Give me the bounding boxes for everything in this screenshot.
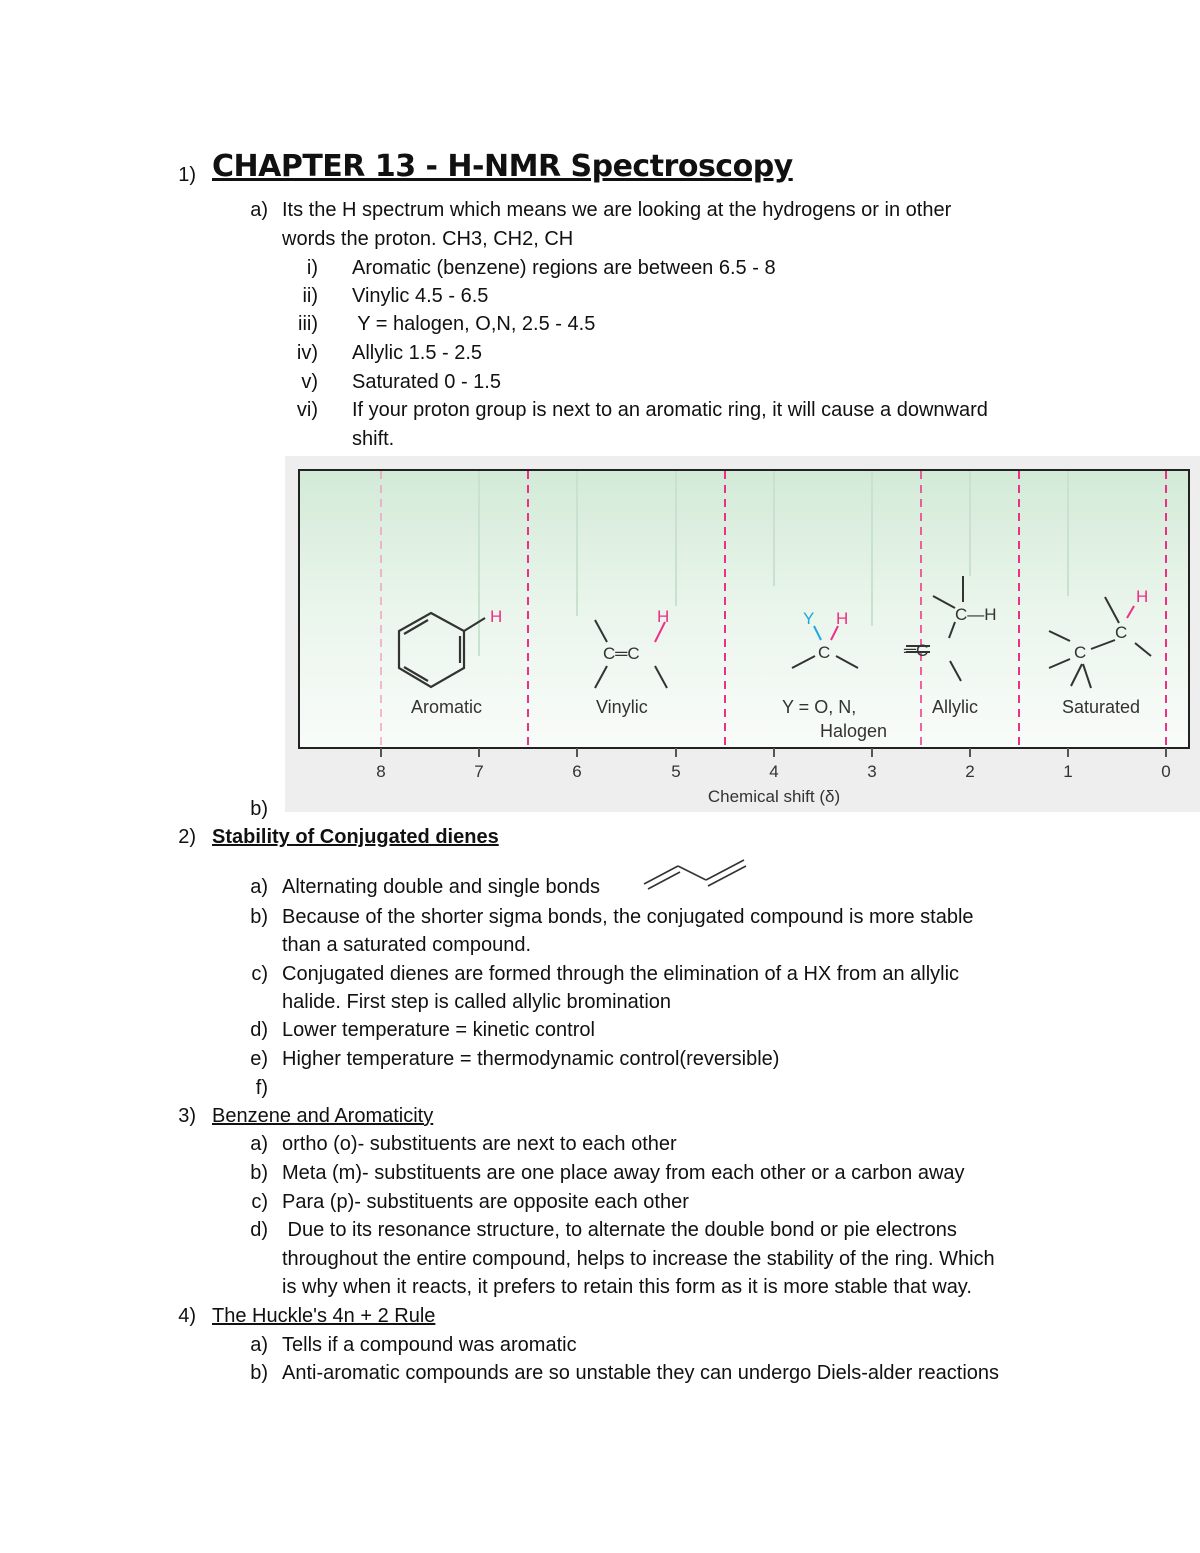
list-marker: a) xyxy=(250,876,268,898)
region-label-saturated: Saturated xyxy=(1062,697,1141,717)
roman-marker: v) xyxy=(301,371,318,393)
roman-marker: vi) xyxy=(296,399,318,421)
list-marker: c) xyxy=(251,963,268,985)
list-item-text: Tells if a compound was aromatic xyxy=(282,1334,577,1356)
list-item-text: Meta (m)- substituents are one place away from each other or a carbon away xyxy=(282,1162,965,1184)
roman-marker: iv) xyxy=(296,342,318,364)
atom-label: H xyxy=(1136,587,1149,606)
list-marker: c) xyxy=(251,1191,268,1213)
atom-label: C xyxy=(818,643,831,662)
region-label-y: Y = O, N, xyxy=(782,697,857,717)
list-item-text: Its the H spectrum which means we are looking at the hydrogens or in other xyxy=(282,199,952,221)
list-item-text: Lower temperature = kinetic control xyxy=(282,1019,595,1041)
list-item-text: ortho (o)- substituents are next to each other xyxy=(282,1133,677,1155)
tick-label: 0 xyxy=(1161,762,1171,781)
atom-label: Y xyxy=(803,609,815,628)
list-item-text: Conjugated dienes are formed through the elimination of a HX from an allylic xyxy=(282,963,960,985)
list-item-text: Because of the shorter sigma bonds, the conjugated compound is more stable xyxy=(282,906,974,928)
axis-title: Chemical shift (δ) xyxy=(707,787,841,806)
tick-label: 7 xyxy=(474,762,484,781)
list-item-text: throughout the entire compound, helps to increase the stability of the ring. Which xyxy=(282,1248,995,1270)
atom-label: C xyxy=(1115,623,1128,642)
list-marker: d) xyxy=(250,1019,268,1041)
list-marker: f) xyxy=(255,1077,268,1099)
list-marker: a) xyxy=(250,1334,268,1356)
section-number: 4) xyxy=(178,1305,196,1327)
region-label-allylic: Allylic xyxy=(932,697,979,717)
section-title: Stability of Conjugated dienes xyxy=(212,826,499,848)
list-marker: e) xyxy=(250,1048,268,1070)
list-item-text: Para (p)- substituents are opposite each other xyxy=(282,1191,689,1213)
list-marker: b) xyxy=(250,798,268,820)
list-item-text: Higher temperature = thermodynamic control(reversible) xyxy=(282,1048,780,1070)
atom-label: C xyxy=(1074,643,1087,662)
atom-label: H xyxy=(657,607,670,626)
atom-label: C—H xyxy=(955,605,997,624)
list-marker: a) xyxy=(250,199,268,221)
list-item-text: halide. First step is called allylic bromination xyxy=(282,991,672,1013)
tick-label: 2 xyxy=(965,762,975,781)
list-marker: b) xyxy=(250,1162,268,1184)
section-number: 3) xyxy=(178,1105,196,1127)
butadiene-icon xyxy=(640,856,750,890)
section-title: The Huckle's 4n + 2 Rule xyxy=(212,1305,436,1327)
atom-label: C═C xyxy=(603,644,640,663)
tick-label: 5 xyxy=(671,762,681,781)
nmr-shift-figure xyxy=(285,456,1200,812)
section-number: 1) xyxy=(178,164,196,186)
list-marker: d) xyxy=(250,1219,268,1241)
list-item-text: Due to its resonance structure, to alternate the double bond or pie electrons xyxy=(282,1219,957,1241)
roman-marker: i) xyxy=(306,257,318,279)
roman-item-text: Aromatic (benzene) regions are between 6.5 - 8 xyxy=(352,257,776,279)
roman-item-text: Vinylic 4.5 - 6.5 xyxy=(352,285,489,307)
roman-item-text: Y = halogen, O,N, 2.5 - 4.5 xyxy=(352,313,596,335)
tick-label: 6 xyxy=(572,762,582,781)
roman-item-text: Allylic 1.5 - 2.5 xyxy=(352,342,483,364)
section-title: Benzene and Aromaticity xyxy=(212,1105,434,1127)
list-marker: a) xyxy=(250,1133,268,1155)
roman-item-text: If your proton group is next to an aromatic ring, it will cause a downward xyxy=(352,399,988,421)
roman-marker: ii) xyxy=(302,285,318,307)
list-item-text: is why when it reacts, it prefers to retain this form as it is more stable that way. xyxy=(282,1276,972,1298)
list-item-text: words the proton. CH3, CH2, CH xyxy=(282,228,574,250)
atom-label: H xyxy=(490,607,503,626)
section-number: 2) xyxy=(178,826,196,848)
roman-marker: iii) xyxy=(298,313,318,335)
atom-label: ═C xyxy=(904,641,929,660)
roman-item-text: Saturated 0 - 1.5 xyxy=(352,371,501,393)
tick-label: 1 xyxy=(1063,762,1073,781)
list-marker: b) xyxy=(250,1362,268,1384)
chapter-heading: CHAPTER 13 - H-NMR Spectroscopy xyxy=(212,149,793,184)
tick-label: 8 xyxy=(376,762,386,781)
tick-label: 4 xyxy=(769,762,779,781)
tick-label: 3 xyxy=(867,762,877,781)
roman-item-text: shift. xyxy=(352,428,395,450)
region-label-vinylic: Vinylic xyxy=(596,697,648,717)
list-marker: b) xyxy=(250,906,268,928)
atom-label: H xyxy=(836,609,849,628)
region-label-aromatic: Aromatic xyxy=(411,697,483,717)
list-item-text: Anti-aromatic compounds are so unstable they can undergo Diels-alder reactions xyxy=(282,1362,1000,1384)
list-item-text: than a saturated compound. xyxy=(282,934,532,956)
list-item-text: Alternating double and single bonds xyxy=(282,876,601,898)
region-label-halogen: Halogen xyxy=(820,721,888,741)
